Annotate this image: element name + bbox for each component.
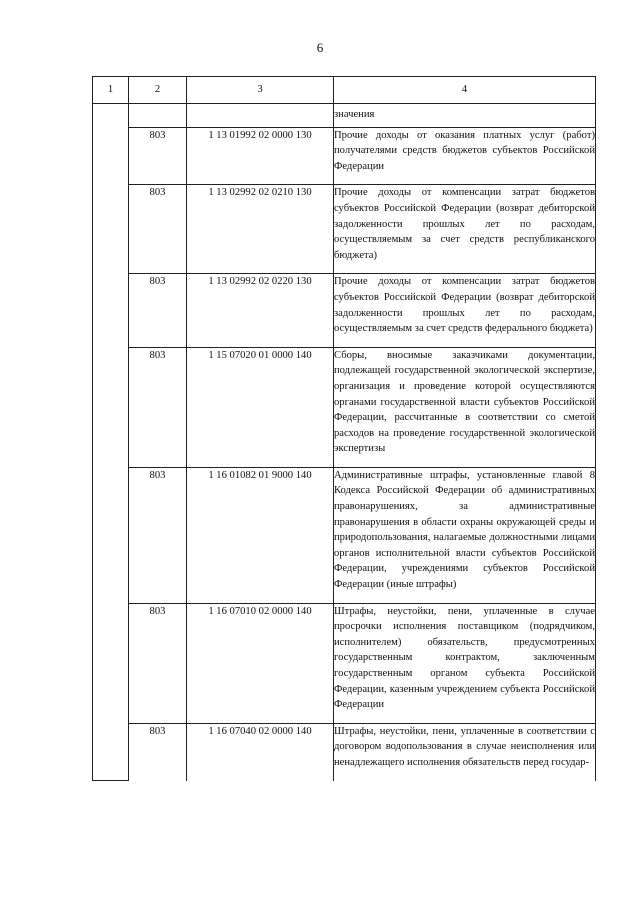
table-row [93, 274, 596, 347]
revenue-description-cell: Штрафы, неустойки, пени, уплаченные в соответствии с договором водопользования в случае неисполнения или ненадлежащего исполнения обязательств перед государ- [334, 723, 596, 780]
table-row [93, 347, 596, 467]
table-header-row [93, 77, 596, 104]
revenue-description-cell: Прочие доходы от компенсации затрат бюджетов субъектов Российской Федерации (возврат дебиторской задолженности прошлых лет по расходам, осуществляемым за счет средств федерального бюджета) [334, 274, 596, 347]
revenue-description-cell: Сборы, вносимые заказчиками документации, подлежащей государственной экологической экспертизе, организация и проведение которой осуществляются органами государственной власти субъектов Российской Федерации, рассчитанные в соответствии со сметой расходов на проведение государственной экологической экспертизы [334, 347, 596, 467]
revenue-code-cell: 1 13 02992 02 0210 130 [187, 185, 334, 274]
column-header-4: 4 [334, 77, 596, 104]
empty-admin-cell [129, 104, 187, 128]
continuation-text: значения [334, 104, 596, 128]
revenue-description-cell: Прочие доходы от оказания платных услуг (работ) получателями средств бюджетов субъектов Российской Федерации [334, 127, 596, 185]
revenue-code-cell: 1 16 07040 02 0000 140 [187, 723, 334, 780]
empty-code-cell [187, 104, 334, 128]
column-header-2: 2 [129, 77, 187, 104]
table-row [93, 467, 596, 603]
continuation-row [93, 104, 596, 128]
column-header-3: 3 [187, 77, 334, 104]
admin-code-cell: 803 [129, 603, 187, 723]
table-row [93, 127, 596, 185]
revenue-description-cell: Прочие доходы от компенсации затрат бюджетов субъектов Российской Федерации (возврат дебиторской задолженности прошлых лет по расходам, осуществляемым за счет средств республиканского бюджета) [334, 185, 596, 274]
page-number: 6 [316, 40, 324, 55]
admin-code-cell: 803 [129, 127, 187, 185]
column-header-1: 1 [93, 77, 129, 104]
table-row [93, 185, 596, 274]
admin-code-cell: 803 [129, 185, 187, 274]
revenue-description-cell: Штрафы, неустойки, пени, уплаченные в случае просрочки исполнения поставщиком (подрядчиком, исполнителем) обязательств, предусмотренных государственным контрактом, заключенным государственным органом субъекта Российской Федерации, казенным учреждением субъекта Российской Федерации [334, 603, 596, 723]
table-row [93, 603, 596, 723]
admin-code-cell: 803 [129, 274, 187, 347]
admin-code-cell: 803 [129, 347, 187, 467]
admin-code-cell: 803 [129, 467, 187, 603]
revenue-codes-table [92, 76, 596, 781]
revenue-description-cell: Административные штрафы, установленные главой 8 Кодекса Российской Федерации об административных правонарушениях, за административные правонарушения в области охраны окружающей среды и природопользования, налагаемые должностными лицами органов исполнительной власти субъектов Российской Федерации, учреждениями субъектов Российской Федерации (иные штрафы) [334, 467, 596, 603]
revenue-code-cell: 1 16 07010 02 0000 140 [187, 603, 334, 723]
revenue-code-cell: 1 13 02992 02 0220 130 [187, 274, 334, 347]
revenue-code-cell: 1 13 01992 02 0000 130 [187, 127, 334, 185]
revenue-code-cell: 1 16 01082 01 9000 140 [187, 467, 334, 603]
admin-code-cell: 803 [129, 723, 187, 780]
revenue-code-cell: 1 15 07020 01 0000 140 [187, 347, 334, 467]
table-row [93, 723, 596, 780]
empty-column-1-cell [93, 104, 129, 781]
